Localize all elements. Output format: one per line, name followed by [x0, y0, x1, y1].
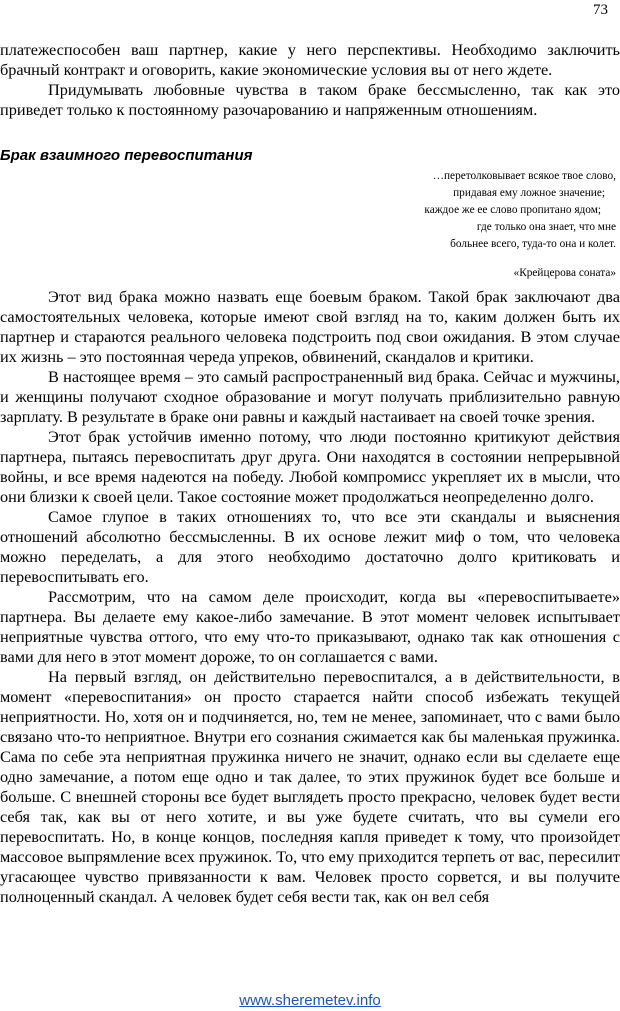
paragraph: Самое глупое в таких отношениях то, что все эти скандалы и выяснения отношений абсолютно бессмысленны. В их основе лежит миф о том, что человека можно переделать, а для этого необходимо достаточно долго критиковать и перевоспитывать его.: [0, 507, 620, 586]
epigraph-line: больнее всего, туда-то она и колет.: [450, 238, 616, 250]
main-text-block: [0, 287, 620, 907]
paragraph: На первый взгляд, он действительно перевоспитался, а в действительности, в момент «перевоспитания» он просто старается найти способ избежать текущей неприятности. Но, хотя он и подчиняется, но, тем не менее, запоминает, что с вами было связано что-то неприятное. Внутри его сознания сжимается как бы маленькая пружинка. Сама по себе эта неприятная пружинка ничего не значит, однако если вы сделаете еще одно замечание, а потом еще одно и так далее, то этих пружинок будет все больше и больше. С внешней стороны все будет выглядеть просто прекрасно, человек будет вести себя так, как вы от него хотите, и вы уже будете считать, что вы сумели его перевоспитать. Но, в конце концов, последняя капля приведет к тому, что произойдет массовое выпрямление всех пружинок. То, что ему приходится терпеть от вас, пересилит угасающее чувство привязанности к вам. Человек просто сорвется, и вы получите полноценный скандал. А человек будет себя вести так, как он вел себя: [0, 667, 620, 906]
epigraph-line: где только она знает, что мне: [476, 221, 616, 233]
page-number: 73: [593, 2, 608, 18]
website-link[interactable]: www.sheremetev.info: [239, 992, 381, 1009]
top-text-block: [0, 40, 620, 165]
epigraph: [316, 168, 616, 282]
paragraph: Придумывать любовные чувства в таком браке бессмысленно, так как это приведет только к постоянному разочарованию и напряженным отношениям.: [0, 80, 620, 119]
paragraph-continued: платежеспособен ваш партнер, какие у него перспективы. Необходимо заключить брачный контракт и оговорить, какие экономические условия вы от него ждете.: [0, 40, 620, 79]
epigraph-line: …перетолковывает всякое твое слово,: [432, 170, 616, 182]
epigraph-line: придавая ему ложное значение;: [453, 187, 605, 199]
paragraph: Рассмотрим, что на самом деле происходит, когда вы «перевоспитываете» партнера. Вы делаете ему какое-либо замечание. В этот момент человек испытывает неприятные чувства оттого, что ему что-то приказывают, однако так как отношения с вами для него в этот момент дороже, то он соглашается с вами.: [0, 587, 620, 666]
paragraph: В настоящее время – это самый распространенный вид брака. Сейчас и мужчины, и женщины получают сходное образование и могут получать приблизительно равную зарплату. В результате в браке они равны и каждый настаивает на своей точке зрения.: [0, 367, 620, 426]
paragraph: Этот брак устойчив именно потому, что люди постоянно критикуют действия партнера, пытаясь перевоспитать друг друга. Они находятся в состоянии непрерывной войны, и все время надеются на победу. Любой компромисс укрепляет их в мысли, что они близки к своей цели. Такое состояние может продолжаться неопределенно долго.: [0, 427, 620, 506]
section-title: Брак взаимного перевоспитания: [0, 147, 253, 164]
epigraph-line: каждое же ее слово пропитано ядом;: [424, 204, 601, 216]
paragraph: Этот вид брака можно назвать еще боевым браком. Такой брак заключают два самостоятельных человека, которые имеют свой взгляд на то, каким должен быть их партнер и стараются реального человека подстроить под свои ожидания. В этом случае их жизнь – это постоянная череда упреков, обвинений, скандалов и критики.: [0, 287, 620, 366]
epigraph-source: «Крейцерова соната»: [513, 267, 616, 279]
